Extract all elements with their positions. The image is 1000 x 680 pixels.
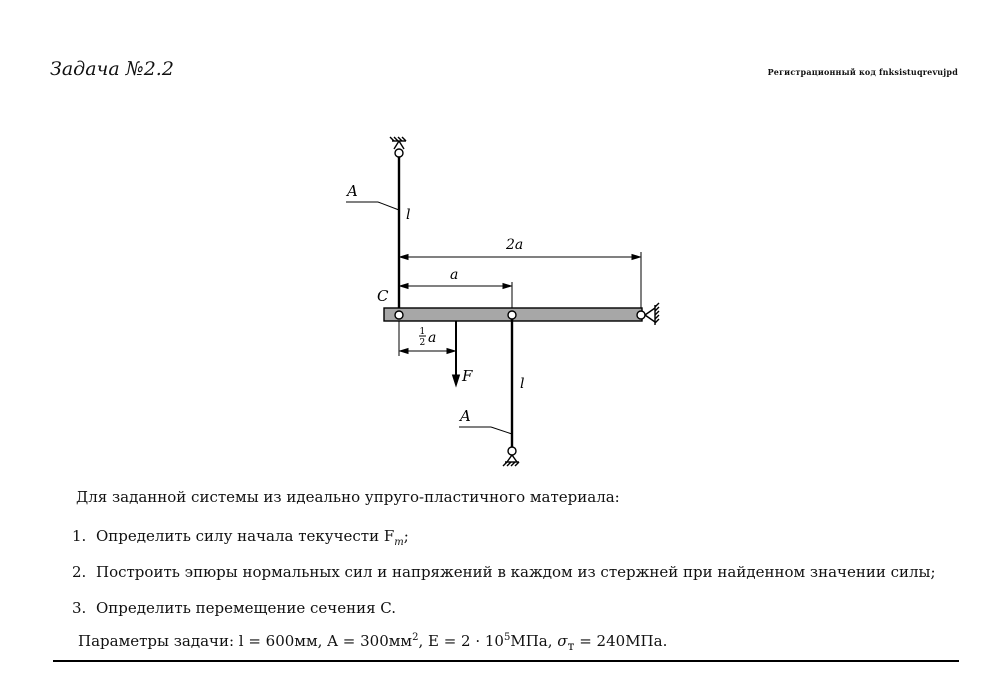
item-tail: ; — [403, 527, 409, 545]
label-c: C — [377, 287, 389, 305]
item-number: 3. — [72, 599, 87, 617]
bottom-support — [503, 447, 519, 466]
item-subscript: т — [394, 537, 404, 548]
label-f: F — [462, 367, 473, 385]
param-sigma-tail: = 240МПа. — [574, 632, 668, 650]
param-e: , E = 2 · 10 — [418, 632, 504, 650]
registration-code: Регистрационный код fnksistuqrevujpd — [767, 67, 958, 77]
item-text: Построить эпюры нормальных сил и напряжений в каждом из стержней при найденном значении силы; — [96, 563, 936, 581]
item-number: 2. — [72, 563, 87, 581]
item-text: Определить силу начала текучести F — [96, 527, 395, 545]
task-item — [72, 526, 936, 562]
param-e-sup: 5 — [503, 632, 511, 643]
task-parameters — [78, 632, 667, 653]
label-half-var: a — [428, 330, 437, 346]
task-intro: Для заданной системы из идеально упруго-пластичного материала: — [76, 488, 620, 506]
dimension-a — [400, 282, 512, 309]
param-e-tail: МПа, — [510, 632, 558, 650]
dimension-2a — [400, 252, 641, 309]
label-a-top: A — [347, 182, 358, 200]
label-half-den: 2 — [419, 338, 426, 348]
param-l: l = 600мм, — [238, 632, 328, 650]
item-text: Определить перемещение сечения C. — [96, 599, 397, 617]
label-2a: 2a — [506, 237, 524, 253]
dimension-half-a — [399, 321, 455, 356]
bottom-divider — [53, 660, 959, 662]
param-a: A = 300мм — [327, 632, 413, 650]
hinge-c — [395, 311, 403, 319]
task-list — [72, 526, 936, 634]
top-support — [390, 137, 406, 157]
force-arrow — [453, 321, 460, 386]
item-number: 1. — [72, 527, 87, 545]
task-item — [72, 598, 936, 634]
label-l-bottom: l — [520, 376, 525, 392]
param-sigma-sub: т — [567, 638, 575, 653]
param-sigma: σ — [557, 632, 568, 650]
page-title: Задача №2.2 — [50, 58, 174, 80]
leader-a-top — [346, 202, 399, 210]
right-support — [645, 303, 659, 325]
hinge-right — [637, 311, 645, 319]
leader-a-bottom — [459, 427, 512, 434]
params-prefix: Параметры задачи: — [78, 632, 239, 650]
hinge-middle — [508, 311, 516, 319]
label-half-num: 1 — [419, 327, 426, 337]
task-item — [72, 562, 936, 598]
param-a-sup: 2 — [412, 632, 419, 643]
label-a-dim: a — [450, 267, 459, 283]
label-l-top: l — [406, 207, 411, 223]
label-a-bottom: A — [460, 407, 471, 425]
